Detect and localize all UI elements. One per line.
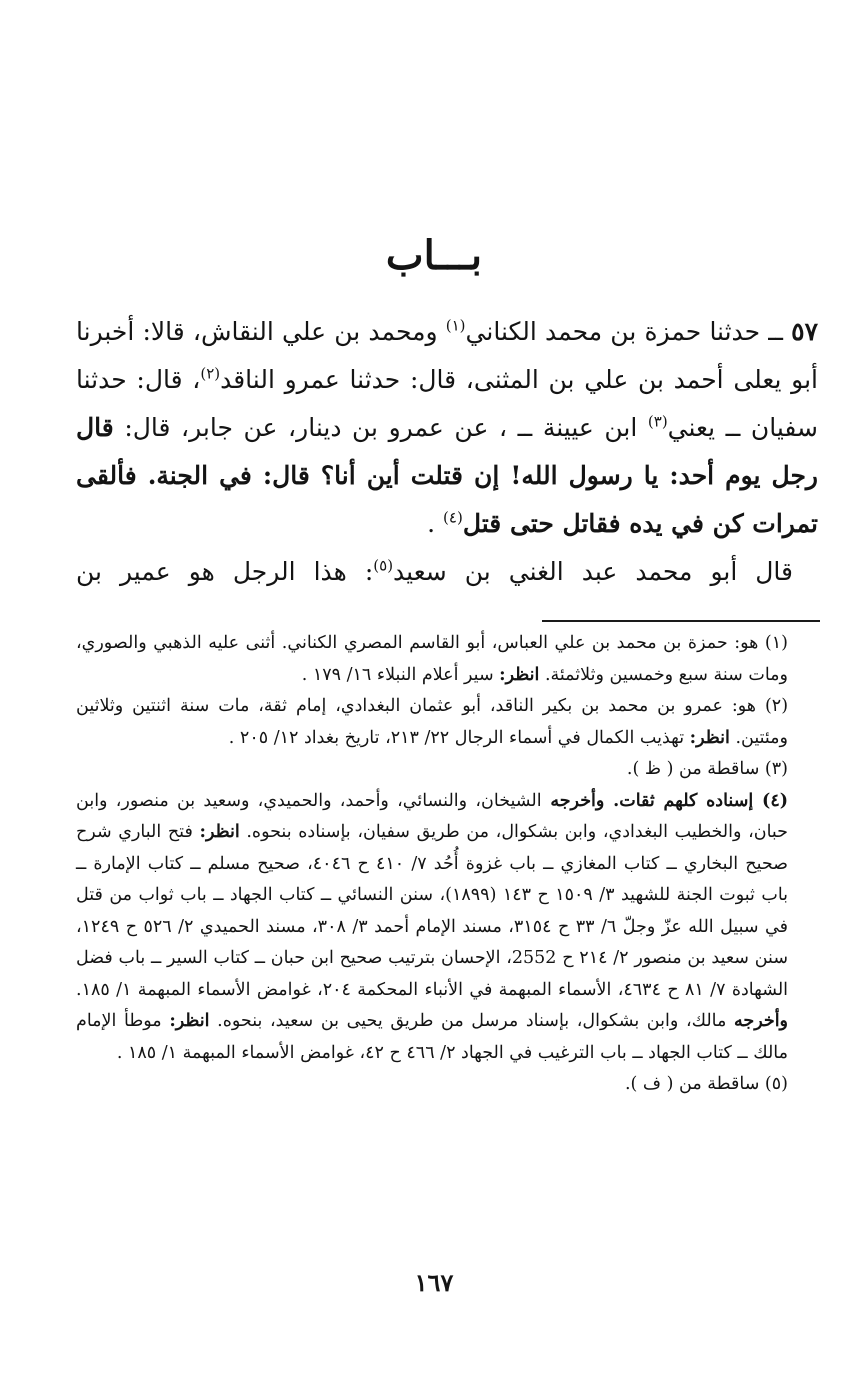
- footnote-1-ref: سير أعلام النبلاء ١٦/ ١٧٩ .: [301, 664, 500, 685]
- footnote-5: (٥) ساقطة من ( ف ).: [624, 1074, 788, 1094]
- continuation-paragraph: [76, 548, 818, 596]
- footnote-ref-1[interactable]: (١): [445, 316, 466, 335]
- footnote-4-text-2: فتح الباري شرح صحيح البخاري ــ كتاب المغازي ــ باب غزوة أُحُد ٧/ ٤١٠ ح ٤٠٤٦، صحيح مسلم ــ كتاب الإمارة ــ باب ثبوت الجنة للشهيد ٣/ ١٥٠٩ ح ١٤٣ (١٨٩٩)، سنن النسائي ــ كتاب الجهاد ــ باب ثواب من قتل في سبيل الله عزّ وجلّ ٦/ ٣٣ ح ٣١٥٤، مسند الإمام أحمد ٣/ ٣٠٨، مسند الحميدي ٢/ ٥٢٦ ح ١٢٤٩، سنن سعيد بن منصور ٢/ ٢١٤ ح 2552، الإحسان بترتيب صحيح ابن حبان ــ كتاب السير ــ باب فضل الشهادة ٧/ ٨١ ح ٤٦٣٤، الأسماء المبهمة في الأنباء المحكمة ٢٠٤، غوامض الأسماء المبهمة ١/ ١٨٥.: [76, 822, 789, 1000]
- footnote-1-text: حمزة بن محمد بن علي العباس، أبو القاسم المصري الكناني. أثنى عليه الذهبي والصوري، ومات سنة سبع وخمسين وثلاثمئة.: [76, 633, 788, 685]
- footnote-4-see-2: انظر:: [169, 1011, 210, 1031]
- footnote-4-lead: (٤) إسناده كلهم ثقات. وأخرجه: [541, 790, 788, 811]
- footnote-1: [76, 628, 818, 691]
- footnote-4-text-4: موطأ الإمام مالك ــ كتاب الجهاد ــ باب الترغيب في الجهاد ٢/ ٤٦٦ ح ٤٢، غوامض الأسماء المبهمة ١/ ١٨٥ .: [76, 1011, 788, 1063]
- footnote-2-see: انظر:: [689, 727, 730, 748]
- footnote-2-text: عمرو بن محمد بن بكير الناقد، أبو عثمان البغدادي، إمام ثقة، مات سنة اثنتين وثلاثين ومئتين.: [76, 696, 788, 748]
- footnote-ref-4[interactable]: (٤): [443, 508, 463, 527]
- footnote-4: [76, 786, 818, 1070]
- continuation-text-1: قال أبو محمد عبد الغني بن سعيد: [393, 557, 794, 586]
- footnote-separator: [542, 620, 820, 622]
- continuation-text-2: : هذا الرجل هو عمير بن: [76, 557, 374, 586]
- footnote-4-malik: وأخرجه: [734, 1011, 789, 1031]
- footnote-3: (٣) ساقطة من ( ظ ).: [626, 759, 788, 779]
- footnote-1-see: انظر:: [499, 664, 540, 685]
- footnote-ref-5[interactable]: (٥): [373, 556, 394, 575]
- hadith-number: ٥٧: [791, 317, 818, 346]
- footnote-ref-2[interactable]: (٢): [200, 364, 221, 383]
- hadith-text-4: ابن عيينة ــ ، عن عمرو بن دينار، عن جابر، قال:: [113, 413, 648, 442]
- hadith-text-1: ــ حدثنا حمزة بن محمد الكناني: [465, 317, 792, 346]
- hadith-text-2: ومحمد بن علي النقاش، قالا: أخبرنا أبو يعلى أحمد بن علي بن المثنى، قال: حدثنا عمرو الناقد: [76, 317, 818, 394]
- chapter-title: بـــاب: [385, 232, 483, 279]
- footnote-2-lead: (٢) هو:: [722, 696, 789, 716]
- footnote-ref-3[interactable]: (٣): [647, 412, 668, 431]
- footnote-2: [76, 691, 818, 754]
- main-text: [76, 308, 818, 596]
- footnote-2-ref: تهذيب الكمال في أسماء الرجال ٢٢/ ٢١٣، تاريخ بغداد ١٢/ ٢٠٥ .: [228, 727, 690, 748]
- footnotes: [76, 628, 818, 1101]
- hadith-end: .: [427, 509, 444, 538]
- hadith-matn: قال رجل يوم أحد: يا رسول الله! إن قتلت أين أنا؟ قال: في الجنة. فألقى تمرات كن في يده فقاتل حتى قتل: [76, 413, 819, 538]
- footnote-1-lead: (١) هو:: [727, 633, 788, 653]
- hadith-text-3: ، قال: حدثنا سفيان ــ يعني: [76, 365, 818, 442]
- footnote-4-see: انظر:: [199, 822, 240, 842]
- footnote-4-text-3: مالك، وابن بشكوال، بإسناد مرسل من طريق يحيى بن سعيد، بنحوه.: [209, 1011, 735, 1031]
- footnote-4-text-1: الشيخان، والنسائي، وأحمد، والحميدي، وسعيد بن منصور، وابن حبان، والخطيب البغدادي، وابن بشكوال، من طريق سفيان، بإسناده بنحوه.: [76, 790, 789, 842]
- hadith-paragraph: [76, 308, 818, 548]
- page-number: ١٦٧: [414, 1268, 454, 1297]
